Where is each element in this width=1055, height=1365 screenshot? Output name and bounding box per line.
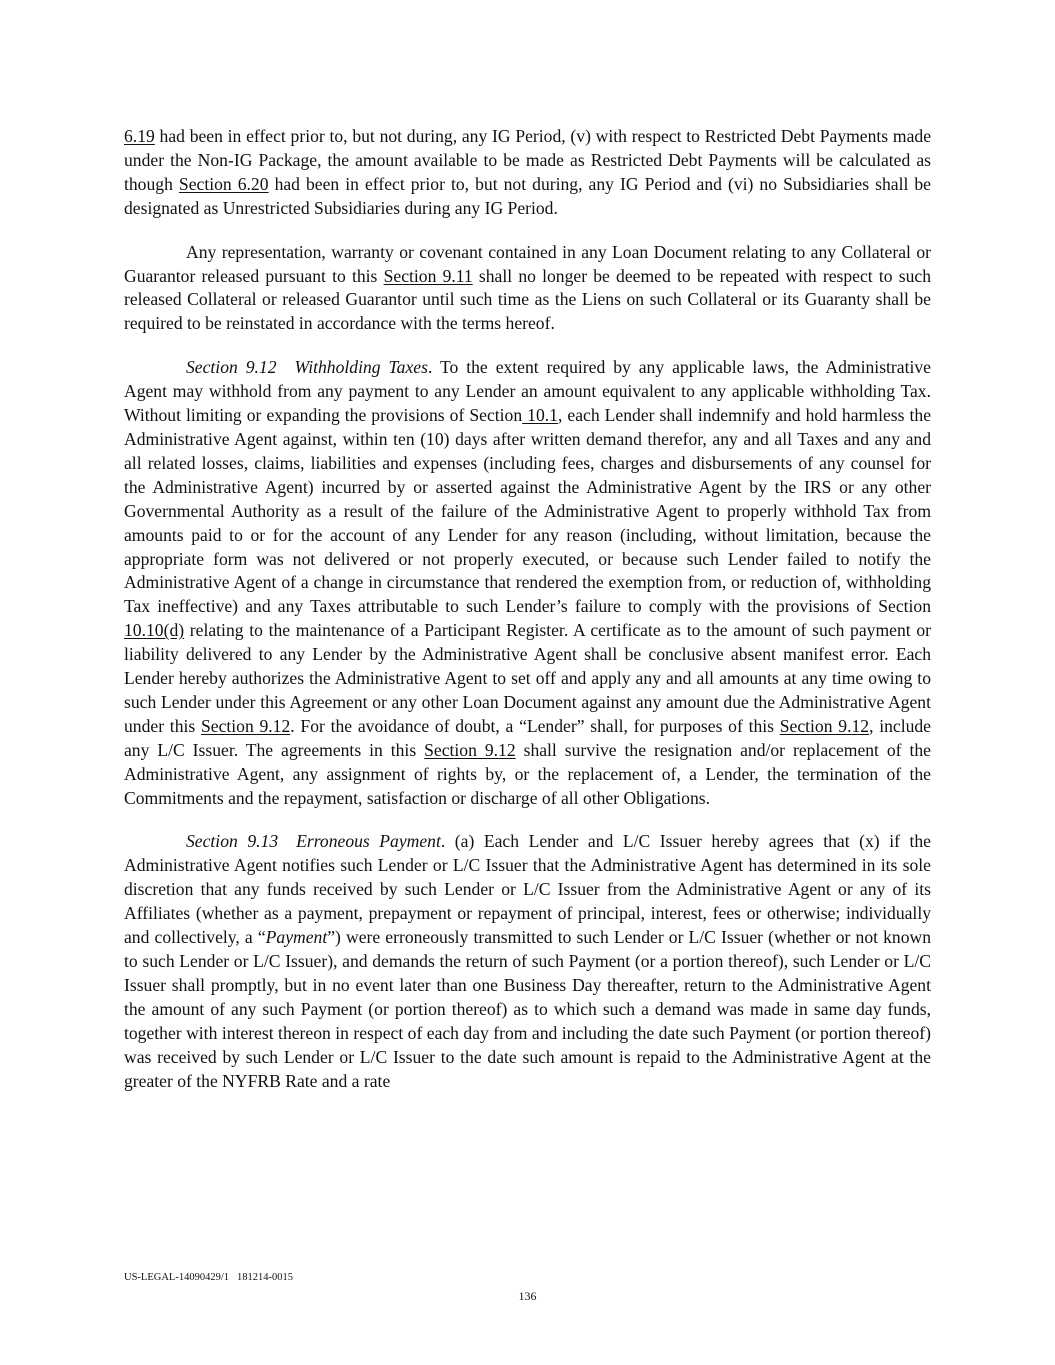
- paragraph-representations: [124, 241, 931, 337]
- section-reference: 10.1: [522, 405, 558, 426]
- paragraph-text: had been in effect prior to, but not during, any IG Period, (v) with respect to Restricted Debt Payments made under the Non-IG Package, the amount available to be made as Restricted Debt Payments will be calculated as though: [124, 126, 931, 194]
- section-text: ”) were erroneously transmitted to such Lender or L/C Issuer (whether or not known to such Lender or L/C Issuer), and demands the return of such Payment (or a portion thereof), such Lender or L/C Issuer shall promptly, but in no event later than one Business Day thereafter, return to the Administrative Agent the amount of any such Payment (or portion thereof) as to which such a demand was made in same day funds, together with interest thereon in respect of each day from and including the date such Payment (or portion thereof) was received by such Lender or L/C Issuer to the date such amount is repaid to the Administrative Agent at the greater of the NYFRB Rate and a rate: [124, 927, 932, 1091]
- section-text: , each Lender shall indemnify and hold harmless the Administrative Agent against, within ten (10) days after written demand therefor, any and all Taxes and any and all related losses, claims, liabilities and expenses (including fees, charges and disbursements of any counsel for the Administrative Agent) incurred by or asserted against the Administrative Agent by the IRS or any other Governmental Authority as a result of the failure of the Administrative Agent to properly withhold Tax from amounts paid to or for the account of any Lender for any reason (including, without limitation, because the appropriate form was not delivered or not properly executed, or because such Lender failed to notify the Administrative Agent of a change in circumstance that rendered the exemption from, or reduction of, withholding Tax ineffective) and any Taxes attributable to such Lender’s failure to comply with the provisions of Section: [124, 405, 932, 617]
- section-text: . For the avoidance of doubt, a “Lender” shall, for purposes of this: [290, 715, 780, 736]
- section-reference: Section 9.11: [383, 265, 473, 286]
- page-number: 136: [518, 1289, 537, 1303]
- paragraph-text: shall no longer be deemed to be repeated with respect to such released Collateral or released Guarantor until such time as the Liens on such Collateral or its Guaranty shall be required to be reinstated in accordance with the terms hereof.: [124, 265, 931, 334]
- section-text: relating to the maintenance of a Participant Register. A certificate as to the amount of such payment or liability delivered to any Lender by the Administrative Agent shall be conclusive absent manifest error. Each Lender hereby authorizes the Administrative Agent to set off and apply any and all amounts at any time owing to such Lender under this Agreement or any other Loan Document against any amount due the Administrative Agent under this: [124, 620, 931, 736]
- section-heading: Erroneous Payment: [296, 831, 441, 852]
- document-id: US-LEGAL-14090429/1: [124, 1272, 229, 1283]
- section-text: , include any L/C Issuer. The agreements in this: [124, 715, 931, 760]
- section-text: . To the extent required by any applicable laws, the Administrative Agent may withhold from any payment to any Lender an amount equivalent to any applicable withholding Tax. Without limiting or expanding the provisions of Section: [124, 357, 931, 426]
- section-number: Section 9.13: [186, 831, 279, 852]
- document-id-footer: [124, 1271, 293, 1285]
- section-reference: 10.10(d): [124, 620, 185, 641]
- paragraph-text: had been in effect prior to, but not during, any IG Period and (vi) no Subsidiaries shall be designated as Unrestricted Subsidiaries during any IG Period.: [124, 173, 931, 218]
- section-9-13: [124, 830, 931, 1093]
- section-9-12: [124, 356, 931, 810]
- section-text: shall survive the resignation and/or replacement of the Administrative Agent, any assignment of rights by, or the replacement of, a Lender, the termination of the Commitments and the repayment, satisfaction or discharge of all other Obligations.: [124, 739, 931, 808]
- section-number: Section 9.12: [186, 357, 277, 378]
- defined-term: Payment: [265, 927, 328, 948]
- section-reference: Section 6.20: [178, 173, 269, 194]
- section-heading: Withholding Taxes: [294, 357, 428, 378]
- section-reference: Section 9.12: [424, 739, 516, 760]
- section-reference: Section 9.12: [779, 715, 870, 736]
- paragraph-continuation: [124, 125, 931, 221]
- paragraph-text: Any representation, warranty or covenant contained in any Loan Document relating to any Collateral or Guarantor released pursuant to this: [124, 241, 931, 286]
- matter-number: 181214-0015: [237, 1272, 293, 1283]
- section-reference: 6.19: [124, 126, 155, 146]
- section-reference: Section 9.12: [200, 715, 291, 736]
- document-body: [124, 125, 931, 1113]
- section-text: . (a) Each Lender and L/C Issuer hereby agrees that (x) if the Administrative Agent notifies such Lender or L/C Issuer that the Administrative Agent has determined in its sole discretion that any funds received by such Lender or L/C Issuer from the Administrative Agent or any of its Affiliates (whether as a payment, prepayment or repayment of principal, interest, fees or otherwise; individually and collectively, a “: [124, 831, 931, 948]
